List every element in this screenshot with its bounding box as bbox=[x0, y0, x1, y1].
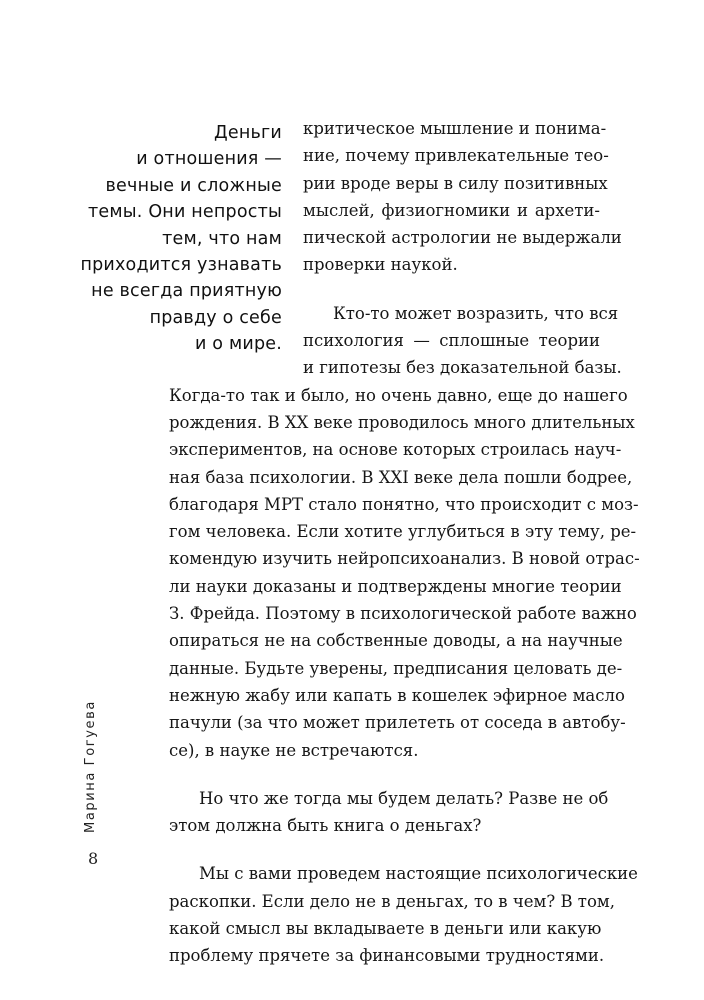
page-number: 8 bbox=[88, 849, 99, 868]
text-line: комендую изучить нейропсихоанализ. В новой отрас- bbox=[169, 549, 640, 569]
paragraph-1 bbox=[0, 115, 704, 279]
text-line: проблему прячете за финансовыми трудностями. bbox=[169, 946, 605, 966]
paragraph-2-wide bbox=[0, 382, 704, 764]
pull-quote-line: приходится узнавать bbox=[80, 255, 282, 276]
text-line: пической астрологии не выдержали bbox=[303, 228, 622, 248]
pull-quote-line: тем, что нам bbox=[162, 228, 282, 249]
text-line: Когда-то так и было, но очень давно, еще до нашего bbox=[169, 385, 628, 405]
text-line: нежную жабу или капать в кошелек эфирное масло bbox=[169, 685, 625, 705]
text-line: рии вроде веры в силу позитивных bbox=[303, 173, 608, 193]
text-line: Мы с вами проведем настоящие психологические bbox=[199, 864, 638, 884]
text-line: гом человека. Если хотите углубиться в эту тему, ре- bbox=[169, 522, 637, 542]
text-line: З. Фрейда. Поэтому в психологической работе важно bbox=[169, 604, 637, 624]
paragraph-2-narrow bbox=[0, 300, 704, 382]
text-line: какой смысл вы вкладываете в деньги или какую bbox=[169, 919, 602, 939]
text-line: психология — сплошные теории bbox=[303, 331, 600, 351]
paragraph-4 bbox=[0, 860, 704, 969]
text-line: се), в науке не встречаются. bbox=[169, 740, 419, 760]
text-line: критическое мышление и понима- bbox=[303, 119, 607, 138]
pull-quote-line: и отношения — bbox=[136, 149, 282, 170]
pull-quote-line: вечные и сложные bbox=[105, 175, 282, 196]
text-line: раскопки. Если дело не в деньгах, то в чем? В том, bbox=[169, 891, 615, 911]
pull-quote-line: правду о себе bbox=[149, 307, 282, 328]
text-line: ние, почему привлекательные тео- bbox=[303, 146, 609, 166]
text-line: ная база психологии. В XXI веке дела пошли бодрее, bbox=[169, 467, 633, 487]
text-line: экспериментов, на основе которых строилась науч- bbox=[169, 440, 622, 460]
paragraph-3 bbox=[0, 785, 704, 840]
text-line: благодаря МРТ стало понятно, что происходит с моз- bbox=[169, 494, 639, 514]
text-line: пачули (за что может прилететь от соседа в автобу- bbox=[169, 713, 626, 733]
pull-quote-line: не всегда приятную bbox=[91, 281, 282, 302]
pull-quote-line: Деньги bbox=[214, 123, 282, 143]
pull-quote-line: и о мире. bbox=[194, 334, 282, 355]
text-line: мыслей, физиогномики и архети- bbox=[303, 200, 600, 220]
running-head-author: Марина Гогуева bbox=[83, 700, 98, 833]
text-line: рождения. В XX веке проводилось много длительных bbox=[169, 412, 635, 432]
text-line: и гипотезы без доказательной базы. bbox=[303, 358, 622, 378]
text-line: ли науки доказаны и подтверждены многие теории bbox=[169, 576, 622, 596]
text-line: этом должна быть книга о деньгах? bbox=[169, 816, 482, 836]
text-line: данные. Будьте уверены, предписания целовать де- bbox=[169, 658, 623, 678]
text-line: опираться не на собственные доводы, а на научные bbox=[169, 631, 623, 651]
text-line: проверки наукой. bbox=[303, 255, 458, 275]
text-line: Кто-то может возразить, что вся bbox=[333, 303, 619, 323]
pull-quote-line: темы. Они непросты bbox=[88, 202, 282, 223]
text-line: Но что же тогда мы будем делать? Разве не об bbox=[199, 788, 609, 808]
body-text bbox=[0, 115, 704, 970]
